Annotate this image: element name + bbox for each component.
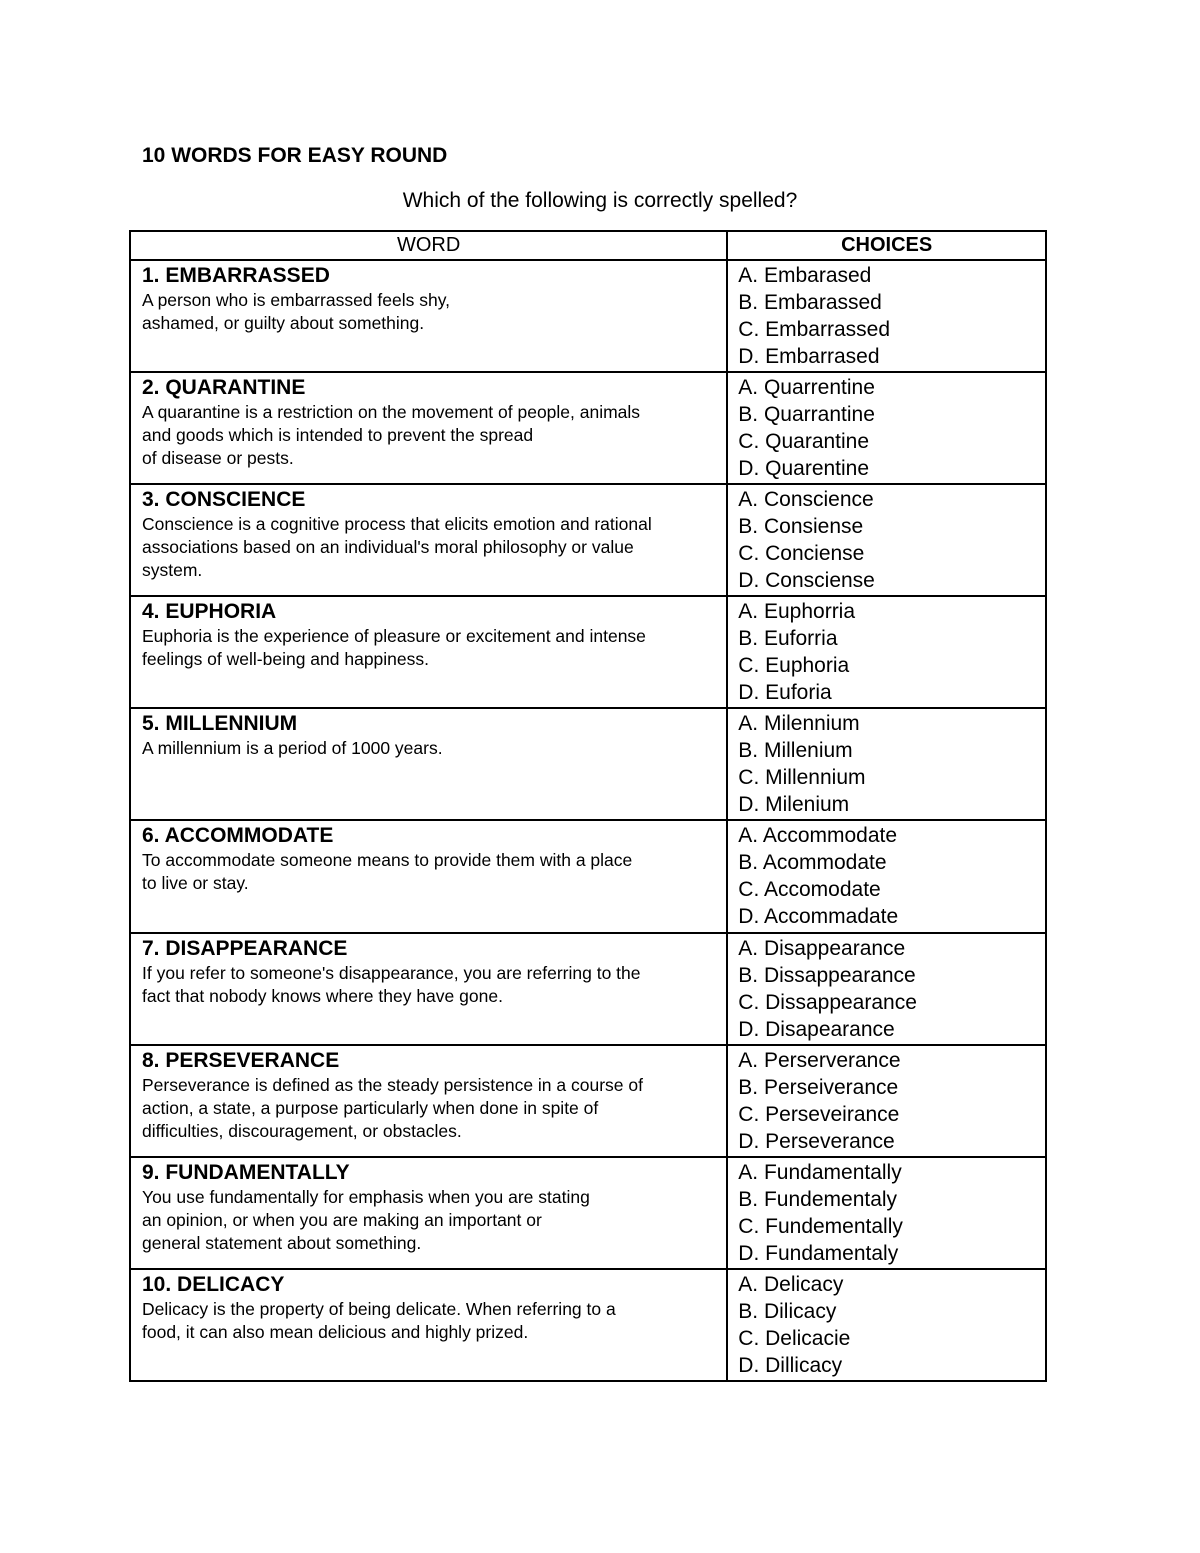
- word-title: 3. CONSCIENCE: [142, 488, 306, 512]
- word-title: 2. QUARANTINE: [142, 376, 306, 400]
- choices-cell: [727, 484, 1046, 596]
- choice-option: C. Millennium: [738, 766, 866, 790]
- choice-option: B. Millenium: [738, 739, 853, 763]
- choice-option: D. Accommadate: [738, 905, 899, 929]
- choice-option: C. Conciense: [738, 542, 865, 566]
- choice-option: A. Delicacy: [738, 1272, 844, 1296]
- choice-option: C. Perseveirance: [738, 1102, 900, 1126]
- word-cell: [130, 820, 727, 932]
- choices-cell: [727, 820, 1046, 932]
- word-definition: Euphoria is the experience of pleasure or excitement and intense feelings of well-being and happiness.: [142, 626, 646, 670]
- word-definition: Perseverance is defined as the steady persistence in a course of action, a state, a purpose particularly when done in spite of difficulties, discouragement, or obstacles.: [142, 1074, 643, 1141]
- choice-list: [738, 935, 1045, 1043]
- choices-cell: [727, 708, 1046, 820]
- table-row: [130, 372, 1046, 484]
- choice-option: A. Milennium: [738, 712, 860, 736]
- instruction-text: Which of the following is correctly spelled?: [402, 189, 798, 212]
- choice-option: C. Delicacie: [738, 1326, 851, 1350]
- page-title: 10 WORDS FOR EASY ROUND: [142, 144, 448, 167]
- choice-option: A. Embarased: [738, 264, 872, 288]
- choice-option: A. Accommodate: [738, 824, 898, 848]
- table-row: [130, 484, 1046, 596]
- choice-option: D. Milenium: [738, 793, 850, 817]
- choice-list: [738, 262, 1045, 370]
- choice-option: C. Quarantine: [738, 430, 870, 454]
- choices-column-header: CHOICES: [727, 231, 1046, 260]
- choice-option: D. Disapearance: [738, 1017, 895, 1041]
- choice-list: [738, 374, 1045, 482]
- word-definition: Delicacy is the property of being delicate. When referring to a food, it can also mean delicious and highly prized.: [142, 1298, 616, 1342]
- word-title: 7. DISAPPEARANCE: [142, 936, 348, 960]
- choice-option: B. Dilicacy: [738, 1299, 837, 1323]
- choice-option: A. Disappearance: [738, 936, 906, 960]
- table-row: [130, 1157, 1046, 1269]
- table-header-row: [130, 231, 1046, 260]
- word-definition: A millennium is a period of 1000 years.: [142, 738, 443, 759]
- choice-list: [738, 710, 1045, 818]
- table-row: [130, 820, 1046, 932]
- choice-option: D. Dillicacy: [738, 1353, 843, 1377]
- word-cell: [130, 372, 727, 484]
- choice-list: [738, 1047, 1045, 1155]
- choice-option: C. Euphoria: [738, 654, 850, 678]
- word-title: 1. EMBARRASSED: [142, 264, 330, 288]
- word-definition: If you refer to someone's disappearance, you are referring to the fact that nobody knows where they have gone.: [142, 962, 641, 1006]
- choice-option: C. Fundementally: [738, 1214, 903, 1238]
- choice-option: C. Accomodate: [738, 878, 881, 902]
- choice-option: A. Perserverance: [738, 1048, 901, 1072]
- choice-option: B. Fundementaly: [738, 1187, 898, 1211]
- word-title: 5. MILLENNIUM: [142, 712, 298, 736]
- choice-option: D. Perseverance: [738, 1129, 895, 1153]
- choice-option: C. Embarrassed: [738, 318, 891, 342]
- choice-list: [738, 822, 1045, 930]
- choices-cell: [727, 372, 1046, 484]
- word-definition: You use fundamentally for emphasis when you are stating an opinion, or when you are making an important or general statement about something.: [142, 1186, 590, 1253]
- table-row: [130, 596, 1046, 708]
- word-definition: A person who is embarrassed feels shy, ashamed, or guilty about something.: [142, 290, 451, 334]
- table-row: [130, 1045, 1046, 1157]
- word-title: 6. ACCOMMODATE: [142, 824, 334, 848]
- choices-cell: [727, 1269, 1046, 1381]
- choice-option: B. Embarassed: [738, 291, 882, 315]
- table-row: [130, 260, 1046, 372]
- choice-option: B. Quarrantine: [738, 403, 875, 427]
- choices-cell: [727, 933, 1046, 1045]
- word-cell: [130, 1157, 727, 1269]
- word-title: 10. DELICACY: [142, 1272, 285, 1296]
- word-column-header: WORD: [130, 231, 727, 260]
- choice-list: [738, 598, 1045, 706]
- table-row: [130, 933, 1046, 1045]
- choice-option: A. Fundamentally: [738, 1160, 902, 1184]
- word-cell: [130, 596, 727, 708]
- word-cell: [130, 1269, 727, 1381]
- choice-option: B. Dissappearance: [738, 963, 916, 987]
- choices-cell: [727, 260, 1046, 372]
- word-cell: [130, 933, 727, 1045]
- word-title: 9. FUNDAMENTALLY: [142, 1160, 350, 1184]
- choice-option: B. Perseiverance: [738, 1075, 899, 1099]
- word-cell: [130, 484, 727, 596]
- choice-option: D. Embarrased: [738, 345, 880, 369]
- word-definition: Conscience is a cognitive process that elicits emotion and rational associations based on an individual's moral philosophy or value system.: [142, 514, 652, 581]
- choices-cell: [727, 596, 1046, 708]
- choices-cell: [727, 1157, 1046, 1269]
- choice-option: D. Fundamentaly: [738, 1241, 899, 1265]
- choice-option: D. Euforia: [738, 681, 832, 705]
- choice-option: C. Dissappearance: [738, 990, 917, 1014]
- choice-list: [738, 1271, 1045, 1379]
- choice-option: D. Consciense: [738, 569, 875, 593]
- quiz-table: [129, 230, 1047, 1382]
- choice-option: B. Acommodate: [738, 851, 887, 875]
- choice-option: B. Consiense: [738, 515, 864, 539]
- choice-option: A. Quarrentine: [738, 376, 875, 400]
- choice-list: [738, 1159, 1045, 1267]
- choice-list: [738, 486, 1045, 594]
- word-cell: [130, 708, 727, 820]
- choices-cell: [727, 1045, 1046, 1157]
- choice-option: A. Conscience: [738, 488, 874, 512]
- word-cell: [130, 1045, 727, 1157]
- choice-option: B. Euforria: [738, 627, 838, 651]
- word-title: 8. PERSEVERANCE: [142, 1048, 340, 1072]
- word-cell: [130, 260, 727, 372]
- word-title: 4. EUPHORIA: [142, 600, 277, 624]
- word-definition: To accommodate someone means to provide them with a place to live or stay.: [142, 850, 633, 894]
- word-definition: A quarantine is a restriction on the movement of people, animals and goods which is intended to prevent the spread of disease or pests.: [142, 402, 641, 469]
- table-row: [130, 1269, 1046, 1381]
- choice-option: A. Euphorria: [738, 600, 856, 624]
- choice-option: D. Quarentine: [738, 457, 870, 481]
- table-row: [130, 708, 1046, 820]
